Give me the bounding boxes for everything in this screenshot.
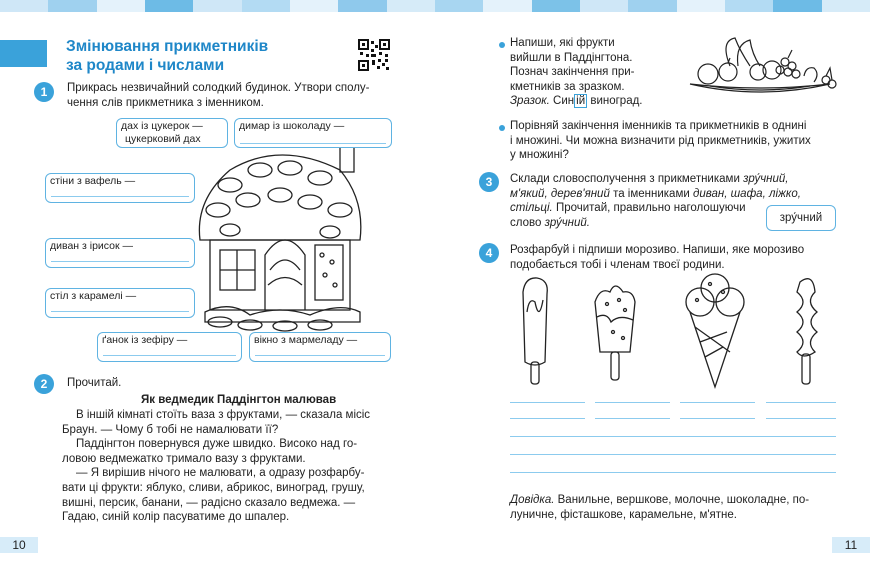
ex3-w2: дерев'яний: [550, 187, 610, 200]
task-a-line: кметників за зразком.: [510, 80, 625, 93]
writing-line[interactable]: [510, 402, 585, 403]
writing-line[interactable]: [680, 418, 755, 419]
chimney-prompt: димар із шоколаду —: [239, 120, 345, 132]
chimney-answer-box[interactable]: [234, 118, 392, 148]
task-b-line: Порівняй закінчення іменників та прикметників в однині: [510, 120, 807, 132]
top-color-bar: [0, 0, 870, 12]
roof-prompt: дах із цукерок —: [121, 120, 203, 132]
writing-line[interactable]: [680, 402, 755, 403]
story-line: Браун. — Чому б тобі не намалювати її?: [62, 423, 279, 436]
story-line: В іншій кімнаті стоїть ваза з фруктами, — сказала місіс: [76, 409, 371, 421]
ex3-l3: Прочитай, правильно наголошуючи: [555, 202, 746, 215]
page-title: [66, 37, 346, 75]
writing-line[interactable]: [766, 402, 836, 403]
story-line: вати ці фрукти: яблуко, сливи, абрикос, виноград, грушу,: [62, 481, 365, 494]
ex3-w6: стільці.: [510, 202, 553, 215]
stress-word-box: зру́чний: [766, 205, 836, 231]
window-prompt: вікно з мармеладу —: [254, 334, 358, 346]
ex3-w1: м'який,: [510, 187, 548, 200]
candy-house-illustration: [190, 140, 370, 340]
writing-line[interactable]: [766, 418, 836, 419]
hint-label: Довідка.: [510, 494, 555, 506]
sample-stem: Син: [553, 95, 575, 108]
bullet-b: [499, 125, 505, 131]
writing-line[interactable]: [510, 472, 836, 473]
walls-answer-box[interactable]: [45, 173, 195, 203]
story-line: Паддінгтон повернувся дуже швидко. Високо над го-: [76, 438, 358, 451]
writing-line[interactable]: [595, 418, 670, 419]
fruit-bowl-illustration: [680, 36, 840, 98]
title-line-1: Змінювання прикметників: [66, 38, 269, 55]
exercise-2-intro: Прочитай.: [67, 377, 122, 389]
title-marker: [0, 40, 47, 67]
roof-sample: цукерковий дах: [125, 133, 201, 145]
ex4-line: Розфарбуй і підпиши морозиво. Напиши, яке морозиво: [510, 244, 805, 256]
writing-line[interactable]: [595, 402, 670, 403]
ex3-w3: диван,: [693, 187, 728, 200]
writing-lines: [510, 400, 836, 475]
page-number-right: 11: [832, 537, 870, 553]
ice-cream-illustrations: [515, 272, 835, 390]
writing-line[interactable]: [510, 454, 836, 455]
sample-line: [510, 94, 670, 109]
exercise-2-number: 2: [34, 374, 54, 394]
exercise-4-number: 4: [479, 243, 499, 263]
task-a-line: вийшли в Паддінгтона.: [510, 51, 633, 64]
task-a-line: Познач закінчення при-: [510, 66, 635, 79]
table-prompt: стіл з карамелі —: [50, 290, 137, 302]
ex1-text-line: чення слів прикметника з іменником.: [67, 96, 264, 109]
ex4-line: подобається тобі і членам твоєї родини.: [510, 258, 725, 271]
walls-prompt: стіни з вафель —: [50, 175, 136, 187]
exercise-4-text: [510, 243, 845, 272]
sample-rest: виноград.: [590, 95, 643, 108]
hint-text: [510, 493, 845, 522]
ex3-l1: Склади словосполучення з прикметниками: [510, 173, 740, 185]
task-b-line: і множині. Чи можна визначити рід прикметників, ужитих: [510, 134, 811, 147]
ex3-mid: та іменниками: [613, 187, 690, 200]
task-a-text: [510, 36, 670, 109]
ex3-line: [510, 172, 845, 187]
story-text: [62, 408, 396, 525]
story-line: ловою ведмежатко тримало вазу з фруктами.: [62, 452, 306, 465]
ex1-text-line: Прикрась незвичайний солодкий будинок. Утвори сполу-: [67, 82, 370, 94]
story-line: вишні, персик, банани, — радісно сказало ведмежа. —: [62, 496, 356, 509]
story-line: — Я вирішив нічого не малювати, а одразу розфарбу-: [76, 467, 365, 480]
story-line: Гадаю, синій колір пасуватиме до шпалер.: [62, 511, 290, 524]
story-title: Як ведмедик Паддінгтон малював: [141, 394, 337, 406]
ex3-w5: ліжко,: [768, 187, 801, 200]
bullet-a: [499, 42, 505, 48]
sofa-prompt: диван з ірисок —: [50, 240, 133, 252]
ex3-w4: шафа,: [730, 187, 766, 200]
task-b-text: [510, 119, 845, 163]
sample-ending: ій: [576, 95, 586, 108]
ex3-line: [510, 187, 845, 202]
ex3-l4-it: зру́чний.: [544, 216, 590, 229]
qr-code-icon: [358, 39, 390, 71]
window-answer-box[interactable]: [249, 332, 391, 362]
roof-answer-box[interactable]: [116, 118, 228, 148]
hint-text-1: Ванильне, вершкове, молочне, шоколадне, по-: [557, 494, 810, 506]
exercise-1-number: 1: [34, 82, 54, 102]
page-number-left: 10: [0, 537, 38, 553]
ice-cream-1-icon: [523, 278, 547, 365]
ice-cream-4-icon: [797, 279, 817, 356]
ice-cream-3-icon: [690, 312, 740, 387]
sample-label: Зразок.: [510, 95, 550, 108]
hint-line: [510, 493, 845, 508]
hint-line: луничне, фісташкове, карамельне, м'ятне.: [510, 508, 737, 521]
porch-answer-box[interactable]: [97, 332, 242, 362]
writing-line[interactable]: [510, 436, 836, 437]
porch-prompt: ґанок із зефіру —: [102, 334, 188, 346]
task-b-line: у множині?: [510, 149, 569, 162]
exercise-1-text: [67, 81, 397, 110]
ex3-l1-it: зру́чний,: [743, 173, 789, 185]
task-a-line: Напиши, які фрукти: [510, 37, 615, 49]
sofa-answer-box[interactable]: [45, 238, 195, 268]
table-answer-box[interactable]: [45, 288, 195, 318]
writing-line[interactable]: [510, 418, 585, 419]
exercise-3-number: 3: [479, 172, 499, 192]
title-line-2: за родами і числами: [66, 57, 225, 74]
ex3-l4: слово: [510, 216, 542, 229]
